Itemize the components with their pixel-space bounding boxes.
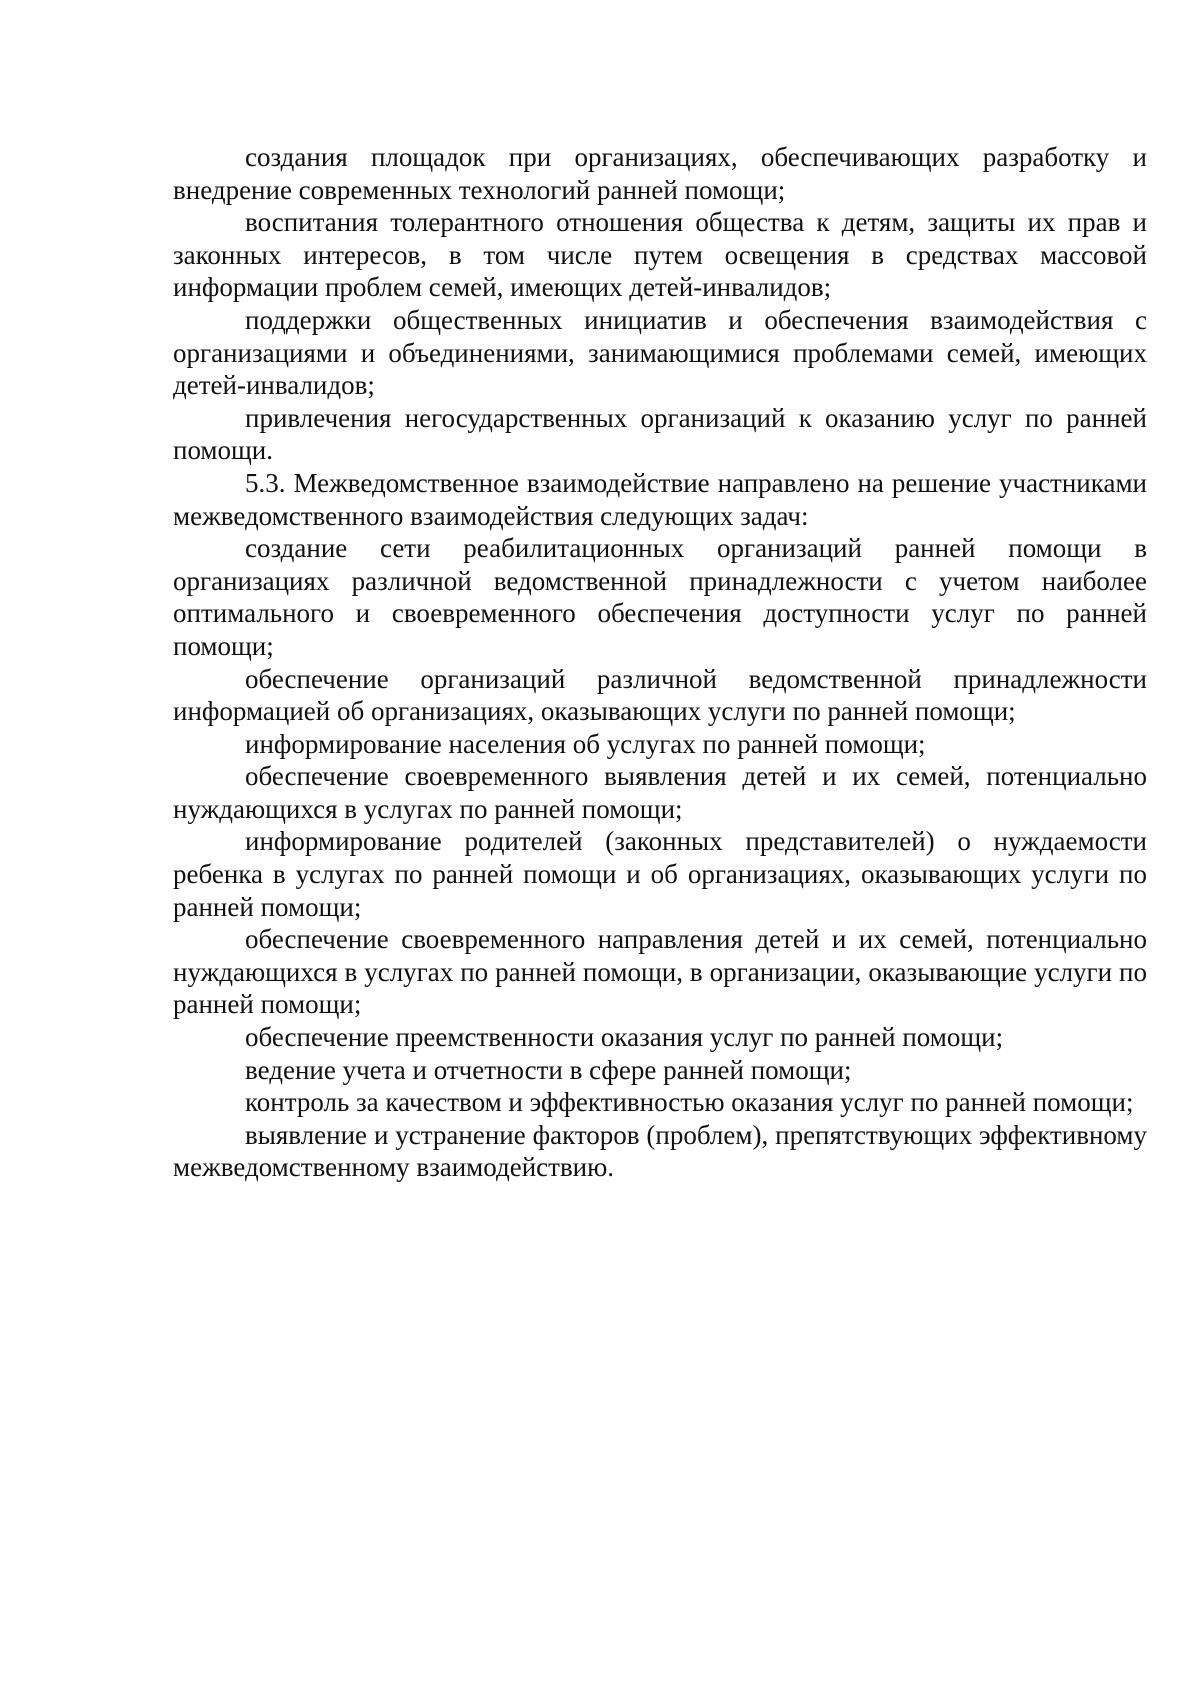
paragraph-inform-parents: информирование родителей (законных представителей) о нуждаемости ребенка в услугах по ранней помощи и об организациях, оказывающих услуги по ранней помощи;	[173, 826, 1147, 922]
paragraph-eliminate-obstacles: выявление и устранение факторов (проблем), препятствующих эффективному межведомственному взаимодействию.	[173, 1119, 1147, 1183]
paragraph-non-state-organizations: привлечения негосударственных организаций к оказанию услуг по ранней помощи.	[173, 402, 1147, 466]
paragraph-rehab-network: создание сети реабилитационных организаций ранней помощи в организациях различной ведомственной принадлежности с учетом наиболее оптимального и своевременного обеспечения доступности услуг по ранней помощи;	[173, 533, 1147, 661]
paragraph-tolerance-education: воспитания толерантного отношения общества к детям, защиты их прав и законных интересов, в том числе путем освещения в средствах массовой информации проблем семей, имеющих детей-инвалидов;	[173, 207, 1147, 303]
paragraph-section-5-3: 5.3. Межведомственное взаимодействие направлено на решение участниками межведомственного взаимодействия следующих задач:	[173, 467, 1147, 531]
paragraph-public-initiatives: поддержки общественных инициатив и обеспечения взаимодействия с организациями и объединениями, занимающимися проблемами семей, имеющих детей-инвалидов;	[173, 304, 1147, 401]
paragraph-sites-for-technologies: создания площадок при организациях, обеспечивающих разработку и внедрение современных технологий ранней помощи;	[173, 142, 1147, 205]
paragraph-timely-referral: обеспечение своевременного направления детей и их семей, потенциально нуждающихся в услугах по ранней помощи, в организации, оказывающие услуги по ранней помощи;	[173, 924, 1147, 1020]
paragraph-quality-control: контроль за качеством и эффективностью оказания услуг по ранней помощи;	[245, 1087, 1134, 1118]
paragraph-accounting: ведение учета и отчетности в сфере ранней помощи;	[245, 1054, 852, 1085]
paragraph-inform-organizations: обеспечение организаций различной ведомственной принадлежности информацией об организациях, оказывающих услуги по ранней помощи;	[173, 663, 1147, 727]
document-body	[173, 141, 1147, 1184]
paragraph-inform-population: информирование населения об услугах по ранней помощи;	[245, 728, 926, 759]
paragraph-timely-detection: обеспечение своевременного выявления детей и их семей, потенциально нуждающихся в услугах по ранней помощи;	[173, 761, 1147, 824]
paragraph-continuity: обеспечение преемственности оказания услуг по ранней помощи;	[245, 1022, 1004, 1053]
